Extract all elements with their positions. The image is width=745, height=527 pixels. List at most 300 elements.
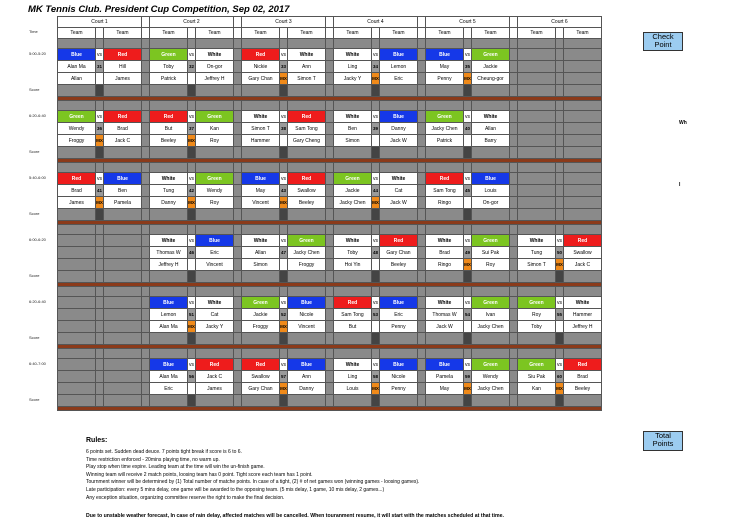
court-gap [326,173,334,185]
header-blank [372,28,380,39]
empty-cell [564,163,602,173]
player-a: Toby [518,321,556,333]
court-gap [142,395,150,407]
empty-cell [58,297,96,309]
match-number: 31 [96,61,104,73]
score-cell [380,209,418,221]
player-b: Sam Tong [288,123,326,135]
empty-cell [556,197,564,209]
match-number: MX [96,197,104,209]
player-a: Patrick [426,135,464,147]
court-gap [510,185,518,197]
player-a: Alan Ma [150,321,188,333]
court-gap [234,85,242,97]
court-gap [418,297,426,309]
court-gap [510,371,518,383]
court-gap [510,309,518,321]
court-gap [142,185,150,197]
match-number: MX [96,135,104,147]
score-cell [242,147,280,159]
player-b: Jack W [380,197,418,209]
court-gap [510,235,518,247]
court-header: Court 4 [334,17,418,28]
time-header-label: Time [29,29,38,34]
top-spacer [464,287,472,297]
court-header: Court 2 [150,17,234,28]
court-gap [234,111,242,123]
top-spacer [556,349,564,359]
empty-cell [96,287,104,297]
court-gap [234,309,242,321]
team-color-b: White [472,111,510,123]
court-gap [326,185,334,197]
court-gap [234,333,242,345]
player-b: Gary Chan [380,247,418,259]
court-gap [418,349,426,359]
empty-cell [518,111,556,123]
court-gap [234,123,242,135]
court-gap [326,147,334,159]
player-a: Brad [58,185,96,197]
player-b: Beeley [288,197,326,209]
player-b: Ivan [472,309,510,321]
score-divider [188,85,196,97]
court-gap [326,383,334,395]
vs-label: vs [556,297,564,309]
empty-cell [556,135,564,147]
player-a: Sam Tong [334,309,372,321]
top-spacer [334,287,372,297]
player-a: Tung [150,185,188,197]
rule-line: Play stop when time expire. Leading team at the time will win the un-finish game. [86,464,265,471]
vs-label: vs [188,49,196,61]
score-cell [242,209,280,221]
court-gap [418,111,426,123]
empty-cell [104,247,142,259]
team-color-b: Blue [380,359,418,371]
score-divider [96,147,104,159]
top-spacer [150,101,188,111]
court-gap [142,333,150,345]
team-color-a: Green [426,111,464,123]
top-spacer [96,39,104,49]
team-color-b: Blue [288,359,326,371]
header-gap [510,17,518,28]
top-spacer [426,163,464,173]
match-number [464,197,472,209]
top-spacer [464,349,472,359]
team-color-b: White [196,297,234,309]
top-spacer [288,225,326,235]
header-blank [188,28,196,39]
score-divider [372,333,380,345]
court-gap [234,235,242,247]
empty-cell [564,173,602,185]
empty-cell [104,235,142,247]
top-spacer [556,225,564,235]
score-divider [96,85,104,97]
court-gap [418,209,426,221]
court-gap [234,371,242,383]
score-divider [556,271,564,283]
header-gap [234,17,242,28]
player-a: May [426,61,464,73]
court-header: Court 6 [518,17,602,28]
court-gap [510,39,518,49]
empty-cell [518,49,556,61]
score-row-label: Score [29,397,40,402]
top-spacer [104,101,142,111]
top-spacer [564,225,602,235]
court-gap [418,73,426,85]
top-spacer [150,163,188,173]
score-cell [472,333,510,345]
match-number: 44 [372,185,380,197]
player-b: On-gor [472,197,510,209]
score-cell [380,395,418,407]
top-spacer [288,287,326,297]
header-gap [142,17,150,28]
court-gap [142,309,150,321]
court-gap [326,209,334,221]
player-a: Nickie [242,61,280,73]
top-spacer [334,349,372,359]
court-gap [326,111,334,123]
court-gap [234,197,242,209]
team-color-a: Green [518,359,556,371]
page-title: MK Tennis Club. President Cup Competition, Sep 02, 2017 [28,4,290,15]
empty-cell [96,333,104,345]
top-spacer [150,287,188,297]
player-a: Siu Pak [518,371,556,383]
court-gap [510,287,518,297]
top-spacer [280,225,288,235]
vs-label: vs [188,235,196,247]
top-spacer [518,349,556,359]
empty-cell [96,309,104,321]
court-gap [142,287,150,297]
team-color-a: Red [242,49,280,61]
empty-cell [58,321,96,333]
empty-cell [96,321,104,333]
top-spacer [196,287,234,297]
top-spacer [334,163,372,173]
empty-cell [556,61,564,73]
team-color-a: Blue [150,297,188,309]
vs-label: vs [280,111,288,123]
player-b: Beeley [564,383,602,395]
empty-cell [58,371,96,383]
team-color-a: White [334,111,372,123]
team-color-a: White [242,111,280,123]
court-gap [234,49,242,61]
team-color-a: Green [58,111,96,123]
player-a: Ben [334,123,372,135]
player-a: Swallow [242,371,280,383]
court-gap [510,383,518,395]
top-spacer [464,225,472,235]
empty-cell [96,271,104,283]
court-gap [510,197,518,209]
header-gap [418,28,426,39]
player-b: Froggy [288,259,326,271]
top-spacer [426,101,464,111]
top-spacer [280,163,288,173]
team-header: Team [104,28,142,39]
score-divider [464,85,472,97]
player-a: Hammer [242,135,280,147]
match-number: MX [188,135,196,147]
empty-cell [58,271,96,283]
empty-cell [58,309,96,321]
court-gap [142,39,150,49]
court-gap [418,371,426,383]
court-gap [418,101,426,111]
player-b: Eric [380,73,418,85]
header-gap [418,17,426,28]
court-gap [326,321,334,333]
player-b: Jacky Y [196,321,234,333]
court-gap [326,333,334,345]
team-header: Team [150,28,188,39]
player-a: Danny [150,197,188,209]
score-row-label: Score [29,149,40,154]
score-cell [472,395,510,407]
header-gap [510,28,518,39]
court-gap [142,173,150,185]
header-blank [96,28,104,39]
score-cell [288,271,326,283]
score-cell [242,395,280,407]
team-color-a: White [426,297,464,309]
score-divider [556,333,564,345]
top-spacer [380,101,418,111]
player-b: Lemon [380,61,418,73]
court-gap [510,73,518,85]
court-gap [142,259,150,271]
top-spacer [380,349,418,359]
slot-separator [58,407,602,411]
top-spacer [372,101,380,111]
score-cell [334,333,372,345]
match-number: 54 [464,309,472,321]
player-b: Eric [380,309,418,321]
court-gap [326,259,334,271]
score-cell [196,209,234,221]
empty-cell [556,173,564,185]
court-gap [326,123,334,135]
court-gap [326,371,334,383]
top-spacer [188,101,196,111]
top-spacer [242,39,280,49]
court-gap [418,395,426,407]
team-header: Team [426,28,464,39]
player-b: Hill [104,61,142,73]
empty-cell [556,123,564,135]
team-color-b: Red [564,359,602,371]
rule-line: Time restriction enforced - 20mins playing time, no warm up. [86,456,220,463]
score-row-label: Score [29,211,40,216]
team-color-b: Red [196,359,234,371]
match-number: 45 [464,185,472,197]
empty-cell [556,101,564,111]
court-gap [510,135,518,147]
empty-cell [104,321,142,333]
court-gap [418,225,426,235]
vs-label: vs [280,49,288,61]
score-cell [58,209,96,221]
score-divider [280,333,288,345]
score-cell [426,271,464,283]
vs-label: vs [96,173,104,185]
vs-label: vs [464,297,472,309]
vs-label: vs [280,173,288,185]
score-cell [288,85,326,97]
edge-label-wh: Wh [679,120,687,126]
score-cell [426,395,464,407]
team-color-b: Blue [196,235,234,247]
score-cell [564,271,602,283]
player-a: Simon T [242,123,280,135]
player-a: May [426,383,464,395]
empty-cell [104,287,142,297]
score-cell [288,333,326,345]
empty-cell [104,309,142,321]
team-color-b: Green [196,111,234,123]
player-a: Sam Tong [426,185,464,197]
court-gap [142,209,150,221]
team-header: Team [196,28,234,39]
top-spacer [150,225,188,235]
empty-cell [564,85,602,97]
empty-cell [58,333,96,345]
match-number: MX [280,197,288,209]
empty-cell [518,39,556,49]
empty-cell [556,209,564,221]
court-gap [418,61,426,73]
empty-cell [104,297,142,309]
court-gap [326,61,334,73]
player-b: Jack C [564,259,602,271]
empty-cell [518,173,556,185]
player-a: Allan [242,247,280,259]
empty-cell [58,225,96,235]
court-gap [418,309,426,321]
player-a: But [150,123,188,135]
match-number [188,73,196,85]
time-slot-label: 6:20-6:40 [29,299,46,304]
court-gap [234,185,242,197]
empty-cell [518,209,556,221]
team-color-b: Blue [380,49,418,61]
court-gap [234,225,242,235]
empty-cell [518,147,556,159]
court-gap [326,39,334,49]
top-spacer [242,163,280,173]
vs-label: vs [464,49,472,61]
top-spacer [58,163,96,173]
player-b: Jacky Chen [288,247,326,259]
match-number: 55 [556,309,564,321]
score-cell [288,147,326,159]
empty-cell [556,111,564,123]
empty-cell [58,395,96,407]
score-row-label: Score [29,87,40,92]
top-spacer [58,39,96,49]
match-number: MX [280,321,288,333]
vs-label: vs [188,111,196,123]
top-spacer [464,39,472,49]
top-spacer [472,101,510,111]
empty-cell [96,371,104,383]
empty-cell [104,371,142,383]
score-cell [58,85,96,97]
vs-label: vs [280,359,288,371]
top-spacer [472,163,510,173]
court-gap [510,173,518,185]
empty-cell [96,297,104,309]
empty-cell [518,85,556,97]
court-gap [234,163,242,173]
player-a: Jackie [334,185,372,197]
total-points-box: Total Points [643,431,683,451]
match-number [372,321,380,333]
player-b: Brad [564,371,602,383]
rule-line: 6 points set. Sudden dead deuce. 7 points tight break if score is 6 to 6. [86,449,242,455]
top-spacer [372,225,380,235]
empty-cell [104,349,142,359]
team-header: Team [58,28,96,39]
court-gap [142,371,150,383]
court-gap [510,49,518,61]
court-gap [142,49,150,61]
match-number: 39 [372,123,380,135]
empty-cell [556,39,564,49]
score-divider [464,147,472,159]
court-gap [326,395,334,407]
score-cell [288,209,326,221]
top-spacer [564,349,602,359]
team-header: Team [288,28,326,39]
match-number [188,259,196,271]
score-cell [564,333,602,345]
court-gap [418,321,426,333]
player-a: Penny [426,73,464,85]
score-divider [280,271,288,283]
rule-line: Winning team will receive 2 match points, loosing team has 0 point. Tight score each team has 1 point. [86,471,313,478]
court-gap [510,123,518,135]
score-cell [472,209,510,221]
match-number: 60 [556,371,564,383]
match-number: 40 [464,123,472,135]
score-cell [196,85,234,97]
player-b: Jeffrey H [564,321,602,333]
top-spacer [564,287,602,297]
team-header: Team [334,28,372,39]
player-b: Swallow [288,185,326,197]
score-divider [280,395,288,407]
score-cell [196,147,234,159]
court-gap [326,349,334,359]
vs-label: vs [372,235,380,247]
top-spacer [464,163,472,173]
player-b: Barry [472,135,510,147]
team-color-b: Green [472,235,510,247]
team-color-b: Green [288,235,326,247]
match-number: 37 [188,123,196,135]
empty-cell [518,73,556,85]
player-b: Sui Pak [472,247,510,259]
